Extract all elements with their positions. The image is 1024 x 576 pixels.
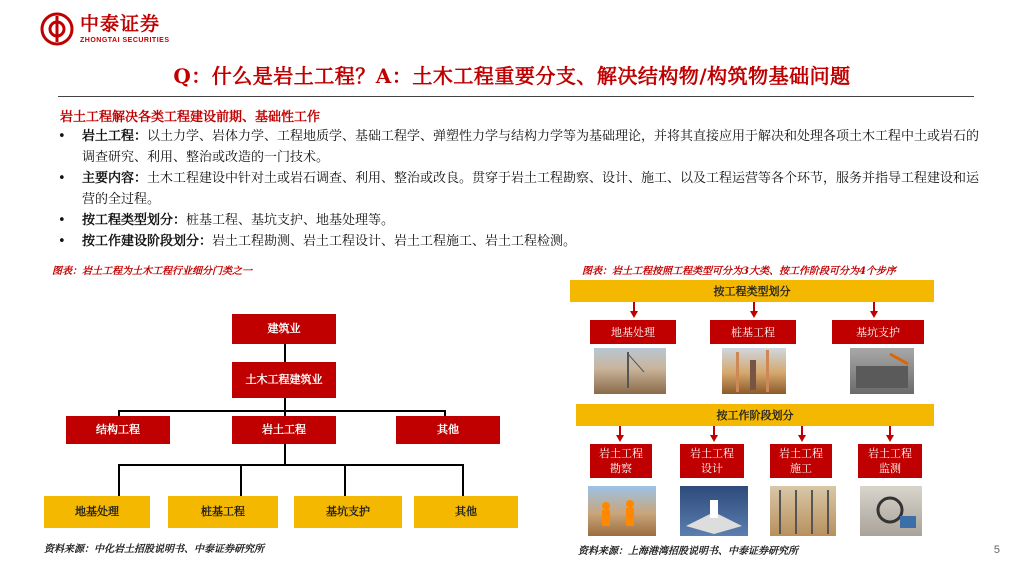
left-figure-caption: 图表：岩土工程为土木工程行业细分门类之一 — [52, 266, 252, 277]
connector-line — [462, 464, 464, 496]
bullet-item — [56, 210, 986, 231]
bullet-text: 桩基工程、基坑支护、地基处理等。 — [186, 213, 395, 228]
header — [0, 0, 1024, 64]
stage-design: 岩土工程设计 — [680, 444, 744, 478]
crane-icon — [594, 348, 666, 394]
connector-line — [240, 464, 242, 496]
bullet-text: 以土力学、岩体力学、工程地质学、基础工程学、弹塑性力学与结构力学等为基础理论，并将其直接应用于解决和处理各项土木工程中土或岩石的调查研究、利用、整治或改造的一门技术。 — [82, 129, 980, 165]
excavation-icon — [850, 348, 914, 394]
connector-line — [118, 410, 446, 412]
page-number: 5 — [993, 544, 1000, 556]
arrow-down-icon — [798, 435, 806, 442]
node-other-l4: 其他 — [414, 496, 518, 528]
bullet-key: 按工程类型划分： — [82, 213, 187, 228]
photo-design — [680, 486, 748, 536]
node-civil-engineering: 土木工程建筑业 — [232, 362, 336, 398]
bullet-dot-icon: • — [58, 213, 66, 228]
pile-rig-icon — [722, 348, 786, 394]
instrument-icon — [860, 486, 922, 536]
connector-line — [284, 444, 286, 464]
band-by-type: 按工程类型划分 — [570, 280, 934, 302]
type-pit-support: 基坑支护 — [832, 320, 924, 344]
photo-foundation-treatment — [594, 348, 666, 394]
node-geotechnical-engineering: 岩土工程 — [232, 416, 336, 444]
band-by-stage: 按工作阶段划分 — [576, 404, 934, 426]
connector-line — [284, 398, 286, 410]
bullet-key: 主要内容： — [82, 171, 148, 186]
stage-monitoring: 岩土工程监测 — [858, 444, 922, 478]
arrow-down-icon — [630, 311, 638, 318]
connector-line — [344, 464, 346, 496]
right-figure-caption: 图表：岩土工程按照工程类型可分为3大类、按工作阶段可分为4个步序 — [582, 266, 896, 277]
brand-name-en: ZHONGTAI SECURITIES — [80, 36, 170, 44]
photo-pit-support — [850, 348, 914, 394]
bullet-text: 岩土工程勘测、岩土工程设计、岩土工程施工、岩土工程检测。 — [212, 234, 577, 249]
bullet-item — [56, 126, 986, 168]
node-other-l3: 其他 — [396, 416, 500, 444]
photo-survey — [588, 486, 656, 536]
type-foundation-treatment: 地基处理 — [590, 320, 676, 344]
node-pit-support: 基坑支护 — [294, 496, 402, 528]
arrow-down-icon — [616, 435, 624, 442]
page-title: Q：什么是岩土工程？A：土木工程重要分支、解决结构物/构筑物基础问题 — [173, 64, 851, 88]
connector-line — [284, 344, 286, 362]
connector-line — [118, 464, 120, 496]
stage-survey: 岩土工程勘察 — [590, 444, 652, 478]
left-source-note: 资料来源：中化岩土招股说明书、中泰证券研究所 — [44, 544, 264, 555]
bullet-item — [56, 231, 986, 252]
bullet-key: 岩土工程： — [82, 129, 148, 144]
bullet-list — [56, 126, 986, 252]
node-foundation-treatment: 地基处理 — [44, 496, 150, 528]
arrow-down-icon — [750, 311, 758, 318]
bullet-item — [56, 168, 986, 210]
arrow-down-icon — [870, 311, 878, 318]
node-structural-engineering: 结构工程 — [66, 416, 170, 444]
photo-construction — [770, 486, 836, 536]
zhongtai-logo-icon — [40, 12, 74, 46]
title-divider — [58, 96, 974, 97]
bullet-text: 土木工程建设中针对土或岩石调查、利用、整治或改良。贯穿于岩土工程勘察、设计、施工、以及工程运营等各个环节，服务并指导工程建设和运营的全过程。 — [82, 171, 980, 207]
model-icon — [680, 486, 748, 536]
stage-construction: 岩土工程施工 — [770, 444, 832, 478]
bullet-key: 按工作建设阶段划分： — [82, 234, 213, 249]
right-source-note: 资料来源：上海港湾招股说明书、中泰证券研究所 — [578, 546, 798, 557]
arrow-down-icon — [886, 435, 894, 442]
photo-pile-foundation — [722, 348, 786, 394]
node-pile-foundation: 桩基工程 — [168, 496, 278, 528]
connector-line — [118, 464, 464, 466]
section-subhead: 岩土工程解决各类工程建设前期、基础性工作 — [60, 110, 321, 125]
bullet-dot-icon: • — [58, 234, 66, 249]
brand-logo — [40, 12, 169, 46]
bullet-dot-icon: • — [58, 171, 66, 186]
type-pile-foundation: 桩基工程 — [710, 320, 796, 344]
workers-icon — [588, 486, 656, 536]
arrow-down-icon — [710, 435, 718, 442]
bullet-dot-icon: • — [58, 129, 66, 144]
node-construction-industry: 建筑业 — [232, 314, 336, 344]
brand-name-cn: 中泰证券 — [80, 12, 161, 35]
rebar-icon — [770, 486, 836, 536]
photo-monitoring — [860, 486, 922, 536]
